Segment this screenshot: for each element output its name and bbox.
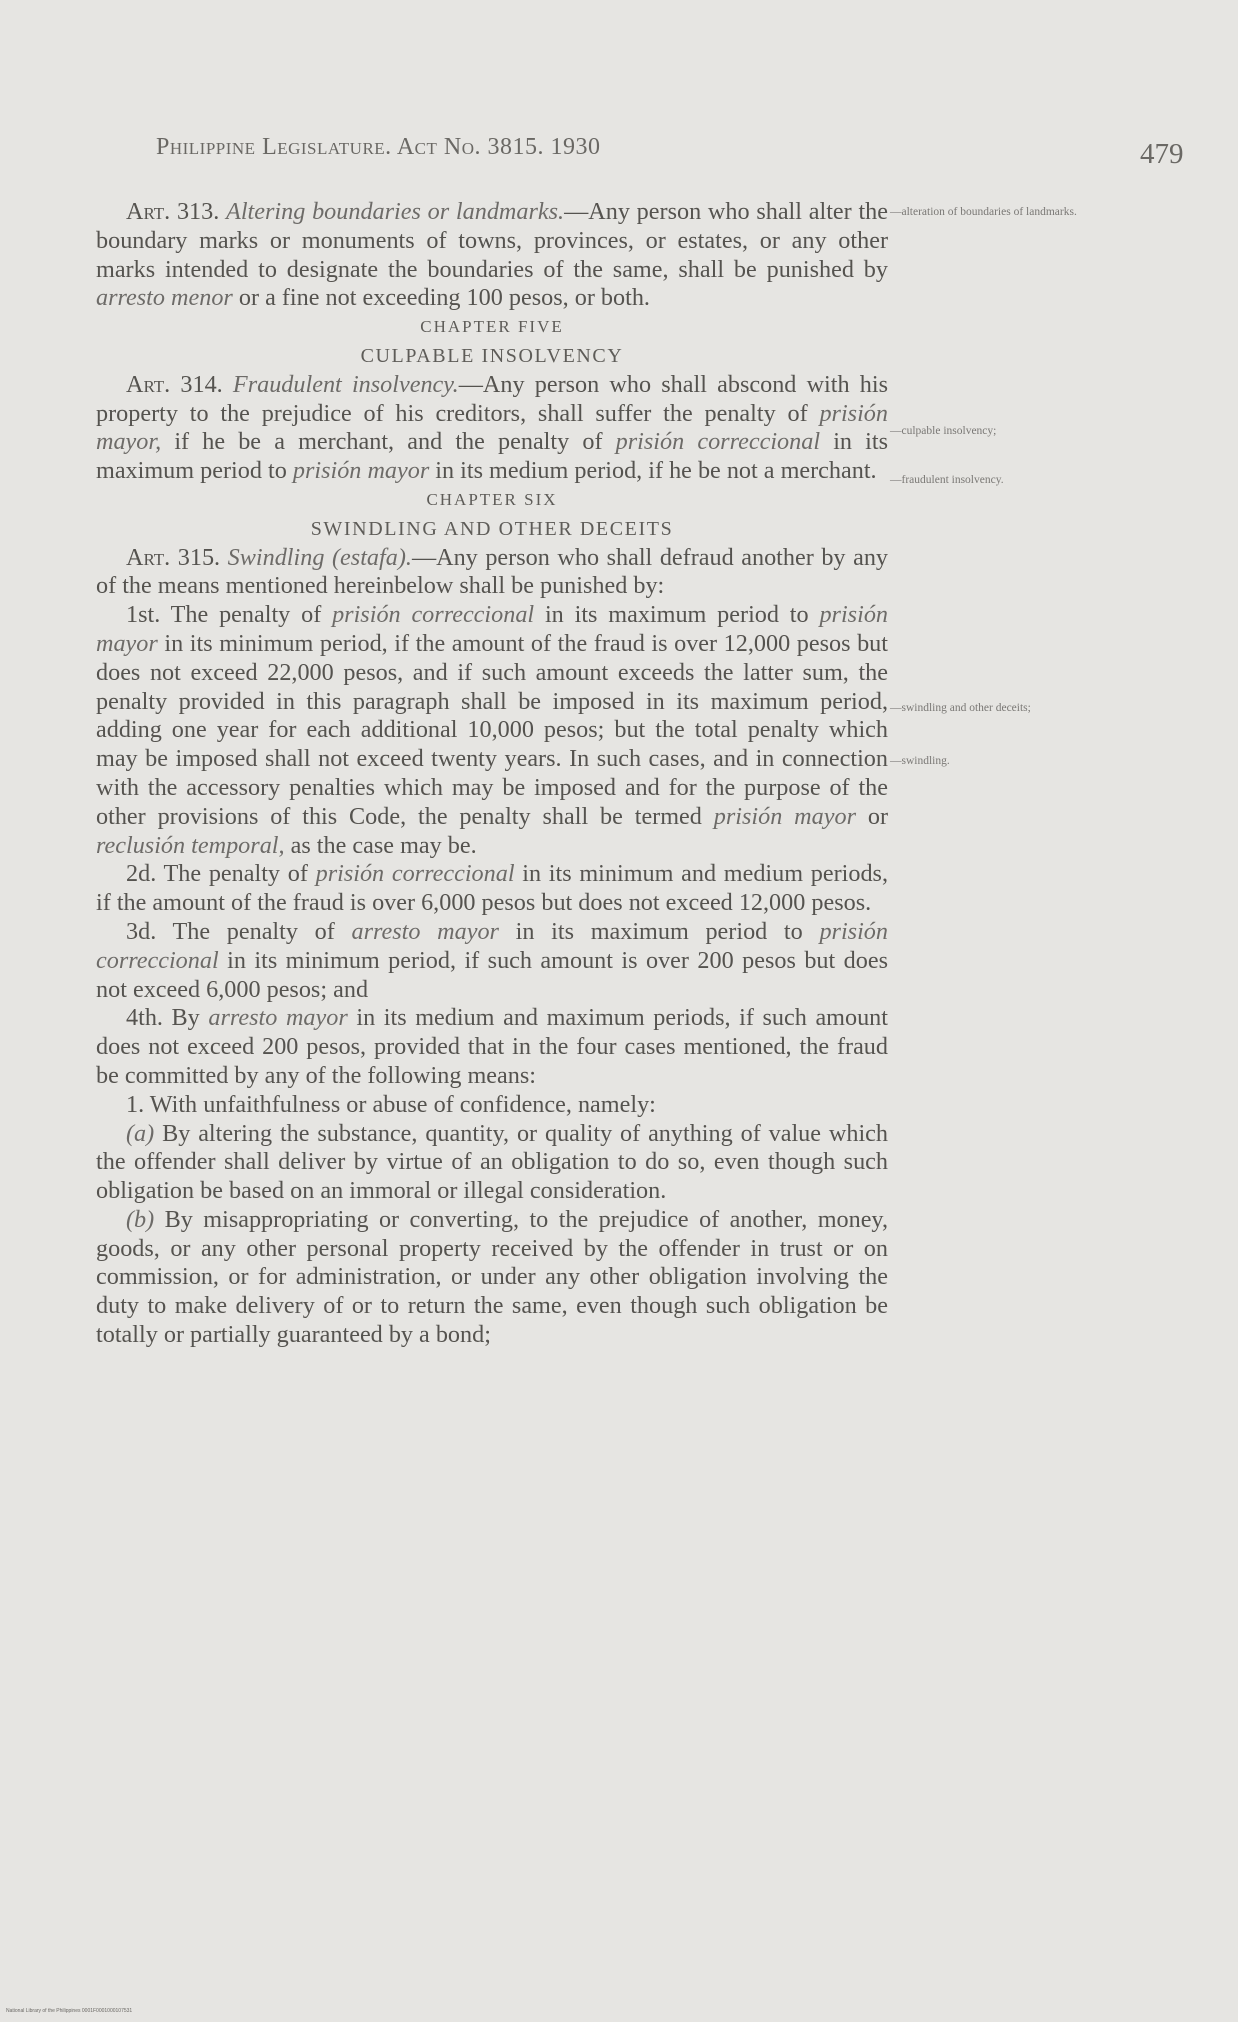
article-314 — [96, 371, 888, 486]
item-a — [96, 1120, 888, 1206]
article-title: Altering boundaries or landmarks. — [226, 198, 565, 225]
article-text: in its medium period, if he be not a merchant. — [429, 457, 877, 485]
article-title: Swindling (estafa). — [227, 543, 412, 571]
article-title: Fraudulent insolvency. — [232, 370, 459, 398]
article-313 — [96, 198, 888, 313]
scan-footer: National Library of the Philippines 0001F0001000107531 — [6, 2008, 133, 2014]
marginal-note-culpable-insolvency: —culpable insolvency; — [890, 425, 997, 437]
item-1: 1. With unfaithfulness or abuse of confidence, namely: — [126, 1090, 656, 1118]
italic-term: prisión mayor — [713, 802, 856, 830]
paragraph-text: 2d. The penalty of — [126, 860, 316, 888]
item-label: (b) — [126, 1205, 155, 1233]
italic-term: prisión correccional — [96, 917, 888, 974]
paragraph-text: in its minimum period, if such amount is over 200 pesos but does not exceed 6,000 pesos; and — [96, 946, 888, 1003]
article-text: —Any person who shall defraud another by any of the means mentioned hereinbelow shall be punished by: — [96, 543, 889, 600]
item-b — [96, 1206, 888, 1350]
chapter-six-label: CHAPTER SIX — [426, 489, 558, 509]
paragraph-text: in its minimum period, if the amount of the fraud is over 12,000 pesos but does not exceed 22,000 pesos, and if such amount exceeds the latter sum, the penalty provided in this paragraph shall be imposed in its maximum period, adding one year for each additional 10,000 pesos; but the total penalty which may be imposed shall not exceed twenty years. In such cases, and in connection with the accessory penalties which may be imposed and for the purpose of the other provisions of this Code, the penalty shall be termed — [96, 629, 888, 830]
paragraph-1st — [96, 601, 888, 860]
italic-term: prisión mayor, — [96, 399, 888, 456]
paragraph-text: or — [855, 802, 888, 830]
paragraph-2d — [96, 860, 888, 918]
italic-term: prisión correccional — [315, 860, 515, 888]
item-text: By misappropriating or converting, to the prejudice of another, money, goods, or any other personal property received by the offender in trust or on commission, or for administration, or under any other obligation involving the duty to make delivery of or to return the same, even though such obligation be totally or partially guaranteed by a bond; — [96, 1205, 888, 1349]
paragraph-3d — [96, 918, 888, 1004]
marginal-note-alteration: —alteration of boundaries of landmarks. — [890, 206, 1077, 218]
paragraph-text: 3d. The penalty of — [126, 917, 352, 945]
paragraph-text: as the case may be. — [284, 831, 477, 859]
italic-term: prisión correccional — [332, 601, 535, 629]
article-number: Art. 313. — [126, 198, 220, 225]
italic-term: reclusión temporal, — [96, 831, 285, 859]
item-label: (a) — [126, 1119, 155, 1147]
article-text: if he be a merchant, and the penalty of — [161, 428, 616, 456]
paragraph-text: in its medium and maximum periods, if such amount does not exceed 200 pesos, provided that in the four cases mentioned, the fraud be committed by any of the following means: — [96, 1004, 888, 1089]
italic-term: prisión mayor — [292, 457, 430, 485]
article-text: in its maximum period to — [96, 428, 889, 485]
article-text: —Any person who shall abscond with his property to the prejudice of his creditors, shall suffer the penalty of — [96, 370, 888, 427]
marginal-note-swindling-deceits: —swindling and other deceits; — [890, 702, 1031, 714]
marginal-note-swindling: —swindling. — [890, 755, 950, 767]
italic-term: prisión correccional — [615, 428, 821, 456]
italic-term: arresto menor — [96, 284, 233, 312]
paragraph-text: 4th. By — [126, 1004, 209, 1032]
article-315 — [96, 544, 888, 602]
paragraph-text: in its maximum period to — [534, 601, 820, 629]
paragraph-text: in its minimum and medium periods, if the amount of the fraud is over 6,000 pesos but does not exceed 12,000 pesos. — [96, 860, 888, 917]
article-text: —Any person who shall alter the boundary marks or monuments of towns, provinces, or estates, or any other marks intended to designate the boundaries of the same, shall be punished by — [96, 198, 889, 283]
italic-term: arresto mayor — [351, 917, 499, 945]
page-number: 479 — [1140, 138, 1184, 170]
article-number: Art. 314. — [126, 370, 223, 398]
paragraph-text: in its maximum period to — [498, 917, 820, 945]
article-number: Art. 315. — [126, 543, 221, 571]
italic-term: prisión mayor — [96, 601, 889, 657]
running-header: Philippine Legislature. Act No. 3815. 1930 — [156, 134, 601, 160]
chapter-five-title: CULPABLE INSOLVENCY — [360, 344, 624, 367]
chapter-five-label: CHAPTER FIVE — [420, 317, 564, 337]
italic-term: arresto mayor — [208, 1004, 348, 1032]
article-text: or a fine not exceeding 100 pesos, or both. — [232, 284, 650, 312]
item-text: By altering the substance, quantity, or quality of anything of value which the offender shall deliver by virtue of an obligation to do so, even though such obligation be based on an immoral or illegal consideration. — [96, 1119, 888, 1205]
chapter-six-title: SWINDLING AND OTHER DECEITS — [310, 517, 674, 540]
body-text — [96, 198, 888, 1350]
marginal-note-fraudulent-insolvency: —fraudulent insolvency. — [890, 474, 1004, 486]
paragraph-text: 1st. The penalty of — [126, 601, 333, 629]
paragraph-4th — [96, 1004, 888, 1090]
